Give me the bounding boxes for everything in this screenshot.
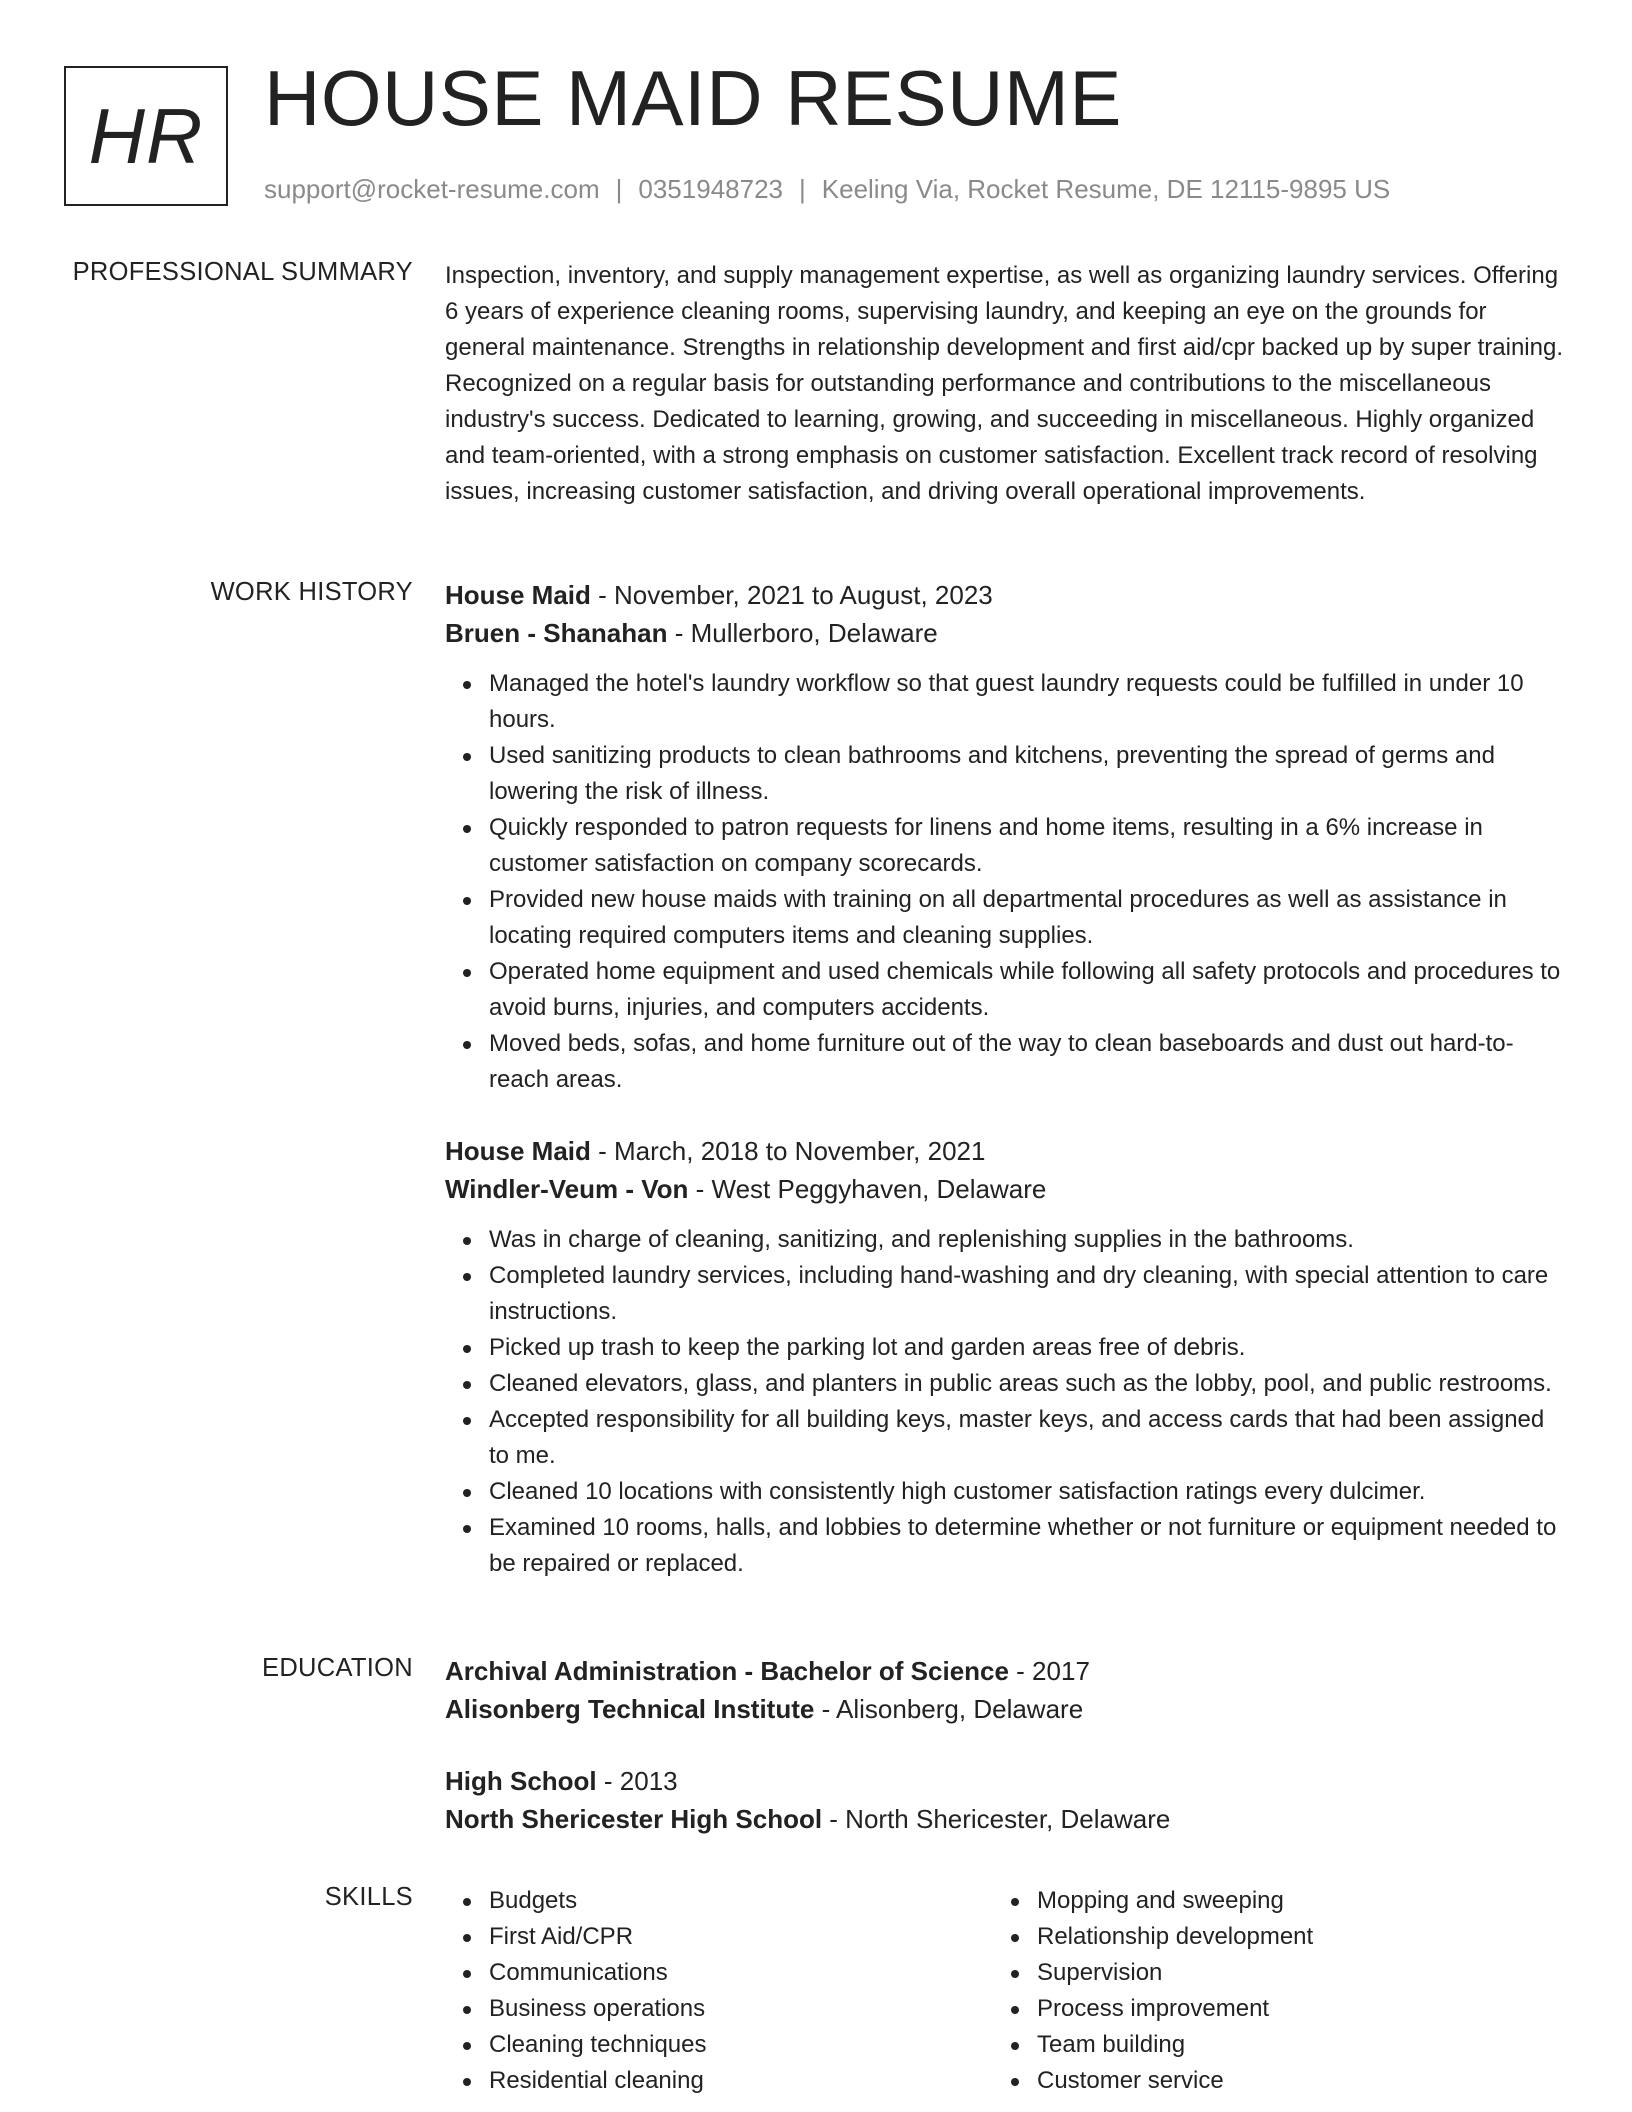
job-dates: - November, 2021 to August, 2023 bbox=[590, 580, 993, 610]
section-label-skills: SKILLS bbox=[324, 1883, 413, 1911]
job-dates: - March, 2018 to November, 2021 bbox=[590, 1136, 986, 1166]
skill-item: Relationship development bbox=[1037, 1919, 1541, 1955]
skill-item: Process improvement bbox=[1037, 1991, 1541, 2027]
section-label-summary: PROFESSIONAL SUMMARY bbox=[72, 258, 413, 286]
skill-item: Residential cleaning bbox=[489, 2063, 993, 2099]
job-bullet: Accepted responsibility for all building keys, master keys, and access cards that had been assigned to me. bbox=[489, 1402, 1565, 1474]
education-degree: High School bbox=[445, 1766, 597, 1796]
section-label-education: EDUCATION bbox=[262, 1654, 413, 1682]
job-entry bbox=[445, 1132, 1565, 1582]
summary-text: Inspection, inventory, and supply management expertise, as well as organizing laundry services. Offering 6 years of experience cleaning rooms, supervising laundry, and keeping an eye on the grounds for general maintenance. Strengths in relationship development and first aid/cpr backed up by super training. Recognized on a regular basis for outstanding performance and contributions to the miscellaneous industry's success. Dedicated to learning, growing, and succeeding in miscellaneous. Highly organized and team-oriented, with a strong emphasis on customer satisfaction. Excellent track record of resolving issues, increasing customer satisfaction, and driving overall operational improvements. bbox=[445, 262, 1564, 505]
skill-item: Mopping and sweeping bbox=[1037, 1883, 1541, 1919]
job-bullet: Completed laundry services, including hand-washing and dry cleaning, with special attention to care instructions. bbox=[489, 1258, 1565, 1330]
skill-item: Cleaning techniques bbox=[489, 2027, 993, 2063]
contact-address: Keeling Via, Rocket Resume, DE 12115-9895 US bbox=[821, 174, 1391, 204]
job-bullet: Examined 10 rooms, halls, and lobbies to determine whether or not furniture or equipment needed to be repaired or replaced. bbox=[489, 1510, 1565, 1582]
summary-body bbox=[445, 258, 1565, 510]
job-title-line bbox=[445, 1132, 1565, 1170]
job-entry bbox=[445, 576, 1565, 1098]
job-company: Windler-Veum - Von bbox=[445, 1174, 689, 1204]
resume-title: HOUSE MAID RESUME bbox=[264, 54, 1122, 142]
education-body bbox=[445, 1652, 1565, 1838]
education-location: - Alisonberg, Delaware bbox=[814, 1694, 1084, 1724]
contact-email: support@rocket-resume.com bbox=[264, 174, 600, 204]
education-school-line bbox=[445, 1690, 1565, 1728]
job-title: House Maid bbox=[445, 580, 591, 610]
skill-item: Business operations bbox=[489, 1991, 993, 2027]
job-company-line bbox=[445, 614, 1565, 652]
job-bullet: Picked up trash to keep the parking lot and garden areas free of debris. bbox=[489, 1330, 1565, 1366]
skill-item: Budgets bbox=[489, 1883, 993, 1919]
education-school: Alisonberg Technical Institute bbox=[445, 1694, 815, 1724]
contact-line bbox=[264, 174, 1390, 205]
contact-phone: 0351948723 bbox=[638, 174, 783, 204]
education-degree-line bbox=[445, 1762, 1565, 1800]
skills-column-right bbox=[993, 1883, 1541, 2099]
job-location: - Mullerboro, Delaware bbox=[667, 618, 938, 648]
job-bullets bbox=[445, 1222, 1565, 1582]
education-entry bbox=[445, 1652, 1565, 1728]
job-bullet: Moved beds, sofas, and home furniture out of the way to clean baseboards and dust out hard-to-reach areas. bbox=[489, 1026, 1565, 1098]
skills-list bbox=[993, 1883, 1541, 2099]
job-bullet: Managed the hotel's laundry workflow so that guest laundry requests could be fulfilled in under 10 hours. bbox=[489, 666, 1565, 738]
job-title: House Maid bbox=[445, 1136, 591, 1166]
skill-item: Team building bbox=[1037, 2027, 1541, 2063]
job-bullet: Was in charge of cleaning, sanitizing, and replenishing supplies in the bathrooms. bbox=[489, 1222, 1565, 1258]
education-year: - 2017 bbox=[1008, 1656, 1090, 1686]
skill-item: Communications bbox=[489, 1955, 993, 1991]
monogram-logo: HR bbox=[64, 66, 228, 206]
skill-item: Customer service bbox=[1037, 2063, 1541, 2099]
job-bullet: Provided new house maids with training on all departmental procedures as well as assistance in locating required computers items and cleaning supplies. bbox=[489, 882, 1565, 954]
job-location: - West Peggyhaven, Delaware bbox=[688, 1174, 1047, 1204]
job-title-line bbox=[445, 576, 1565, 614]
job-bullets bbox=[445, 666, 1565, 1098]
education-degree-line bbox=[445, 1652, 1565, 1690]
job-company: Bruen - Shanahan bbox=[445, 618, 668, 648]
education-school: North Shericester High School bbox=[445, 1804, 823, 1834]
job-bullet: Operated home equipment and used chemicals while following all safety protocols and procedures to avoid burns, injuries, and computers accidents. bbox=[489, 954, 1565, 1026]
education-school-line bbox=[445, 1800, 1565, 1838]
job-company-line bbox=[445, 1170, 1565, 1208]
contact-separator: | bbox=[615, 174, 623, 204]
education-degree: Archival Administration - Bachelor of Science bbox=[445, 1656, 1009, 1686]
skills-columns bbox=[445, 1883, 1565, 2099]
skills-list bbox=[445, 1883, 993, 2099]
job-bullet: Quickly responded to patron requests for linens and home items, resulting in a 6% increase in customer satisfaction on company scorecards. bbox=[489, 810, 1565, 882]
work-history-body bbox=[445, 576, 1565, 1582]
skill-item: First Aid/CPR bbox=[489, 1919, 993, 1955]
job-bullet: Cleaned 10 locations with consistently high customer satisfaction ratings every dulcimer. bbox=[489, 1474, 1565, 1510]
job-bullet: Cleaned elevators, glass, and planters in public areas such as the lobby, pool, and public restrooms. bbox=[489, 1366, 1565, 1402]
contact-separator: | bbox=[799, 174, 806, 204]
section-label-work-history: WORK HISTORY bbox=[210, 578, 413, 606]
skills-body bbox=[445, 1883, 1565, 2099]
skills-column-left bbox=[445, 1883, 993, 2099]
job-bullet: Used sanitizing products to clean bathrooms and kitchens, preventing the spread of germs and lowering the risk of illness. bbox=[489, 738, 1565, 810]
education-year: - 2013 bbox=[596, 1766, 678, 1796]
skill-item: Supervision bbox=[1037, 1955, 1541, 1991]
education-entry bbox=[445, 1762, 1565, 1838]
education-location: - North Shericester, Delaware bbox=[822, 1804, 1171, 1834]
